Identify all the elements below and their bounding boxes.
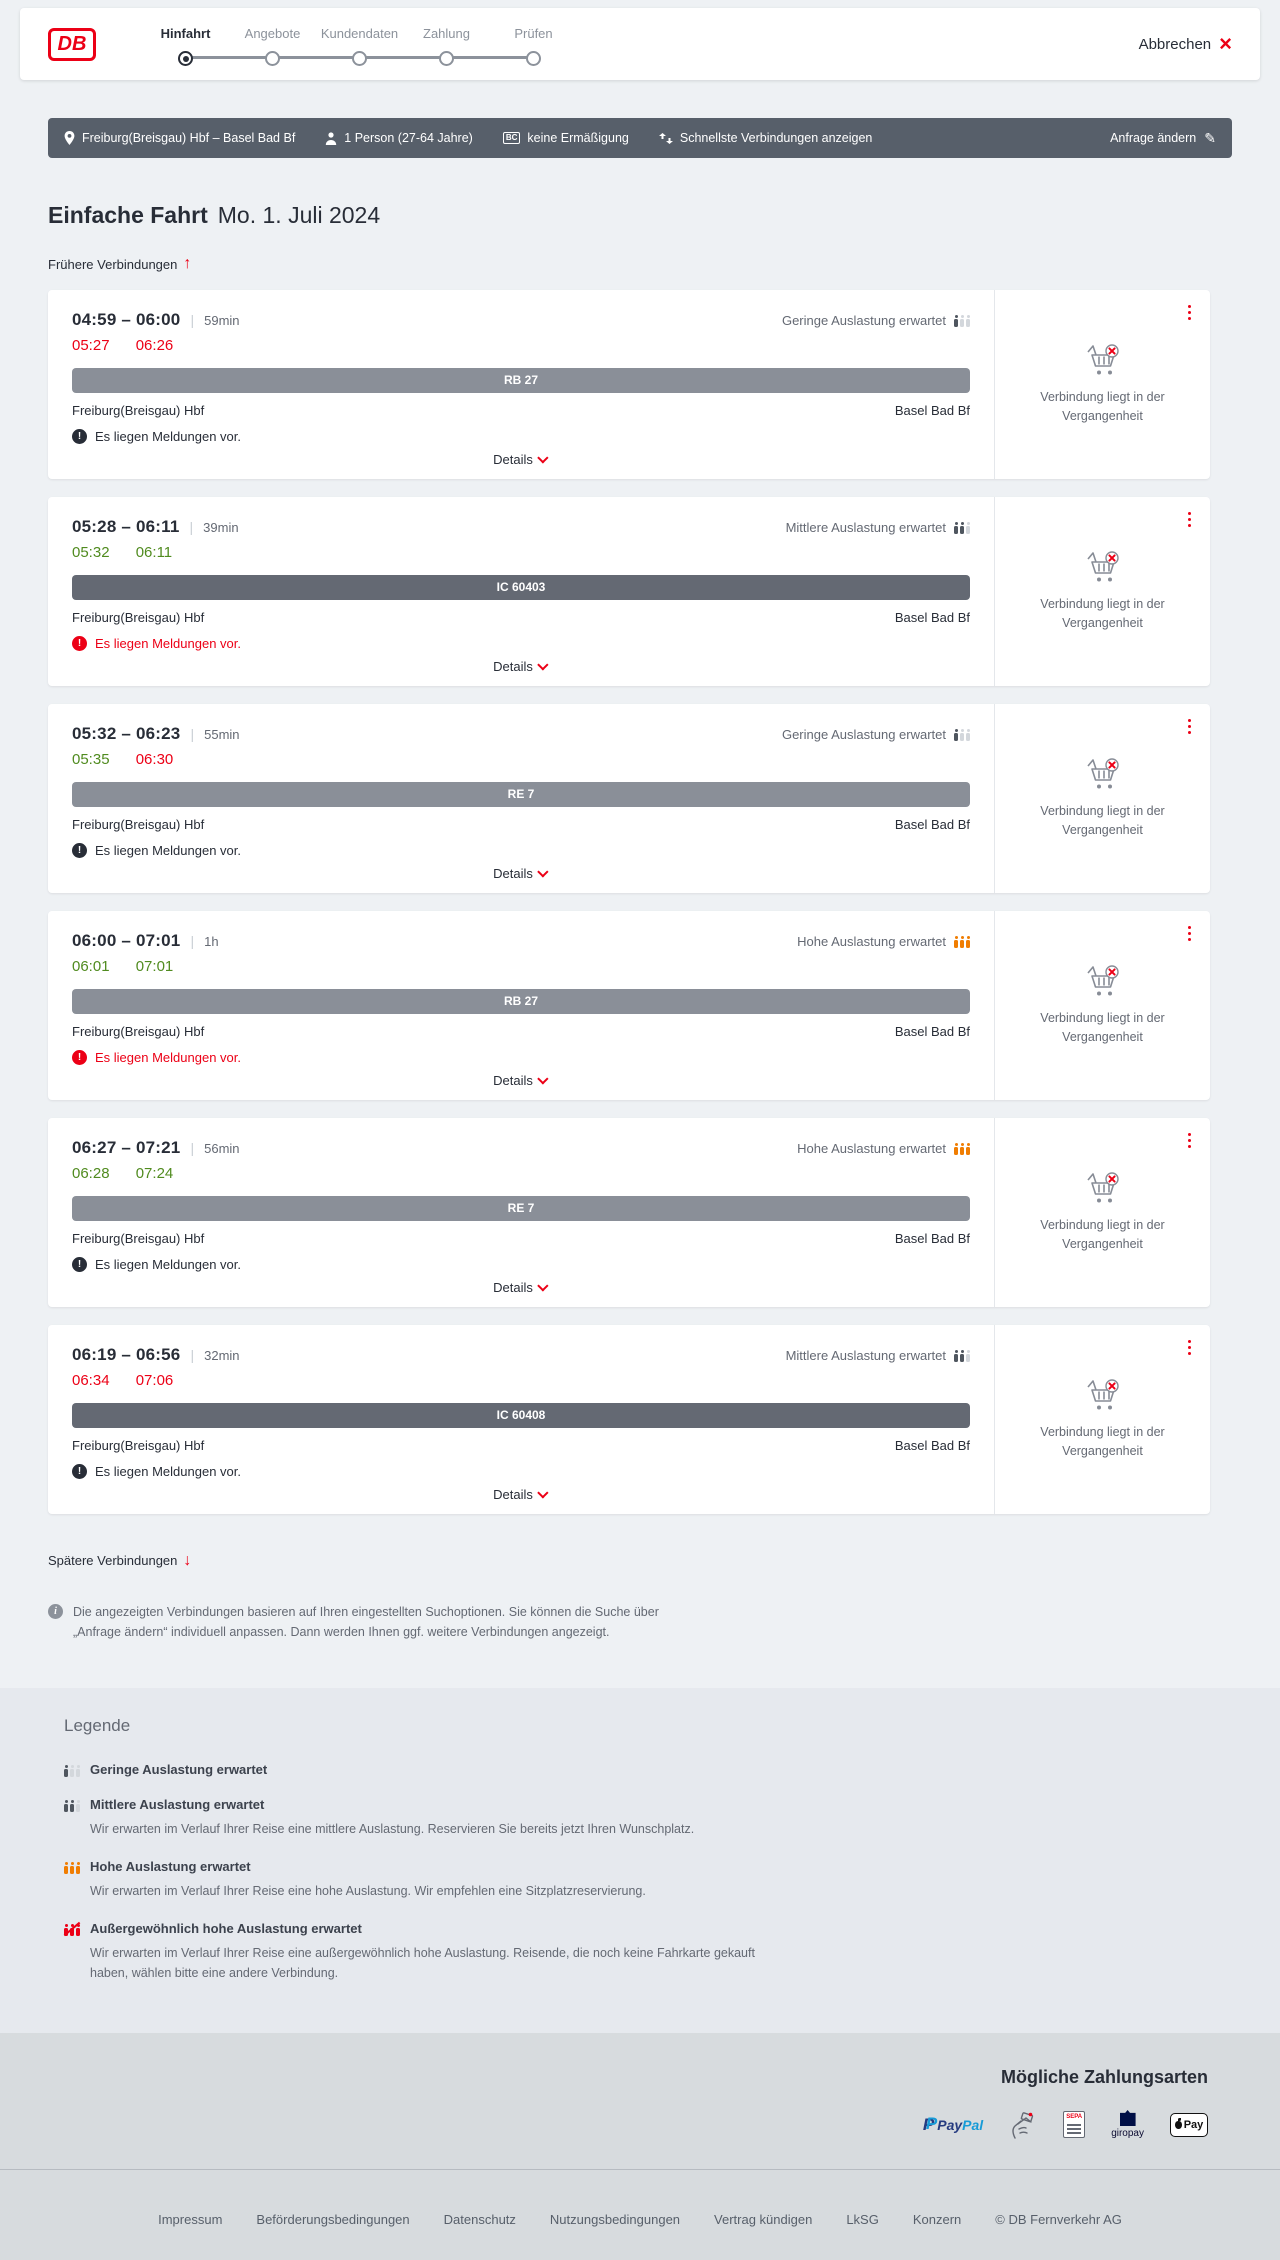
details-button[interactable] bbox=[72, 1073, 970, 1088]
cart-unavailable-icon bbox=[1083, 549, 1123, 585]
connection-card-side bbox=[994, 497, 1210, 686]
legend-section bbox=[0, 1688, 1280, 2033]
footer-link[interactable]: Datenschutz bbox=[443, 2212, 516, 2227]
connection-card-side bbox=[994, 911, 1210, 1100]
realtime-arrival: 07:01 bbox=[135, 957, 174, 975]
connection-duration: 32min bbox=[204, 1347, 240, 1363]
details-label: Details bbox=[493, 1279, 533, 1295]
connection-card[interactable] bbox=[48, 290, 1210, 479]
connection-duration: 56min bbox=[204, 1140, 240, 1156]
connection-duration: 59min bbox=[204, 312, 240, 328]
train-line-bar bbox=[72, 1403, 970, 1428]
stepper-step-dot bbox=[439, 51, 454, 66]
departure-station: Freiburg(Breisgau) Hbf bbox=[72, 402, 205, 418]
details-label: Details bbox=[493, 1072, 533, 1088]
realtime-departure: 05:27 bbox=[72, 336, 110, 354]
past-connection-note: Verbindung liegt in der Vergangenheit bbox=[1040, 804, 1165, 837]
details-label: Details bbox=[493, 865, 533, 881]
chevron-down-icon bbox=[537, 1487, 548, 1498]
departure-station: Freiburg(Breisgau) Hbf bbox=[72, 816, 205, 832]
location-pin-icon bbox=[64, 131, 75, 145]
train-line-bar bbox=[72, 782, 970, 807]
chevron-down-icon bbox=[537, 1280, 548, 1291]
footer-link[interactable]: Impressum bbox=[158, 2212, 223, 2227]
footer-links bbox=[0, 2212, 1280, 2227]
realtime-row bbox=[72, 1165, 970, 1182]
legend-item bbox=[64, 1797, 1232, 1839]
legend-description: Wir erwarten im Verlauf Ihrer Reise eine außergewöhnlich hohe Auslastung. Reisende, die noch keine Fahrkarte gekauft haben, wählen bitte eine andere Verbindung. bbox=[90, 1946, 755, 1980]
results-section bbox=[48, 158, 1232, 1688]
connection-duration: 55min bbox=[204, 726, 240, 742]
payment-methods bbox=[48, 2110, 1208, 2139]
cancel-button[interactable] bbox=[1139, 33, 1232, 55]
giropay-label: giropay bbox=[1111, 2128, 1144, 2139]
arrival-station: Basel Bad Bf bbox=[894, 816, 970, 832]
info-icon: i bbox=[48, 1604, 63, 1619]
legend-description: Wir erwarten im Verlauf Ihrer Reise eine hohe Auslastung. Wir empfehlen eine Sitzplatzreservierung. bbox=[90, 1884, 646, 1898]
realtime-arrival: 06:11 bbox=[135, 543, 173, 561]
times-separator: | bbox=[190, 1139, 195, 1156]
realtime-departure: 06:28 bbox=[72, 1164, 110, 1182]
connection-card[interactable] bbox=[48, 704, 1210, 893]
realtime-arrival: 07:24 bbox=[135, 1164, 174, 1182]
occupancy-label: Geringe Auslastung erwartet bbox=[781, 312, 946, 328]
times-separator: | bbox=[190, 725, 195, 742]
info-note-text: Die angezeigten Verbindungen basieren auf Ihren eingestellten Suchoptionen. Sie können die Suche über „Anfrage ändern“ individuell anpassen. Dann werden Ihnen ggf. weitere Verbindungen angezeigt. bbox=[73, 1605, 659, 1639]
chevron-down-icon bbox=[537, 1073, 548, 1084]
details-button[interactable] bbox=[72, 1487, 970, 1502]
train-line-bar bbox=[72, 575, 970, 600]
connection-card-main bbox=[48, 290, 994, 479]
past-connection-note: Verbindung liegt in der Vergangenheit bbox=[1040, 1425, 1165, 1458]
connection-card-main bbox=[48, 1325, 994, 1514]
connection-card[interactable] bbox=[48, 497, 1210, 686]
discount-text: keine Ermäßigung bbox=[527, 131, 629, 145]
checkout-header bbox=[20, 8, 1260, 80]
stepper-step-label: Angebote bbox=[244, 26, 301, 41]
connection-message bbox=[72, 429, 970, 444]
edit-request-button[interactable] bbox=[1110, 130, 1216, 147]
connection-message bbox=[72, 1257, 970, 1272]
applepay-icon bbox=[1170, 2113, 1208, 2137]
legend-occupancy-icon bbox=[64, 1763, 80, 1777]
cancel-label: Abbrechen bbox=[1138, 35, 1212, 53]
legend-item bbox=[64, 1762, 1232, 1777]
connection-times: 05:28 – 06:11 bbox=[72, 516, 180, 536]
stepper-step-prüfen[interactable] bbox=[490, 26, 577, 66]
train-line-label: IC 60408 bbox=[496, 1408, 546, 1422]
cart-unavailable-icon bbox=[1083, 1377, 1123, 1413]
arrival-station: Basel Bad Bf bbox=[894, 1437, 970, 1453]
details-button[interactable] bbox=[72, 866, 970, 881]
kebab-menu-button[interactable] bbox=[1185, 509, 1195, 531]
occupancy-label: Hohe Auslastung erwartet bbox=[797, 933, 946, 949]
connection-card-main bbox=[48, 497, 994, 686]
connection-message-text: Es liegen Meldungen vor. bbox=[95, 1463, 241, 1479]
connection-card-side bbox=[994, 1118, 1210, 1307]
times-separator: | bbox=[190, 311, 195, 328]
stepper-step-dot bbox=[526, 51, 541, 66]
train-line-label: RE 7 bbox=[507, 787, 535, 801]
legend-label: Außergewöhnlich hohe Auslastung erwartet bbox=[90, 1921, 362, 1936]
stepper-step-label: Prüfen bbox=[514, 26, 553, 41]
payment-section bbox=[0, 2033, 1280, 2169]
occupancy-icon bbox=[954, 1348, 970, 1362]
cart-unavailable-icon bbox=[1083, 342, 1123, 378]
connection-message bbox=[72, 1050, 970, 1065]
realtime-departure: 05:35 bbox=[72, 750, 110, 768]
paypal-text-pal: Pal bbox=[962, 2116, 984, 2133]
route-text: Freiburg(Breisgau) Hbf – Basel Bad Bf bbox=[82, 131, 296, 145]
departure-station: Freiburg(Breisgau) Hbf bbox=[72, 1230, 205, 1246]
connection-message bbox=[72, 636, 970, 651]
stepper-step-dot bbox=[178, 51, 193, 66]
page-title bbox=[48, 202, 1232, 229]
kebab-menu-button[interactable] bbox=[1185, 1130, 1195, 1152]
stepper-step-label: Zahlung bbox=[423, 26, 470, 41]
discount-summary bbox=[503, 131, 629, 145]
connection-times: 05:32 – 06:23 bbox=[72, 723, 181, 743]
realtime-arrival: 06:30 bbox=[135, 750, 174, 768]
times-separator: | bbox=[189, 518, 194, 535]
giropay-glyph bbox=[1120, 2110, 1136, 2126]
legend-label: Mittlere Auslastung erwartet bbox=[90, 1797, 265, 1812]
passenger-summary bbox=[325, 131, 473, 145]
occupancy-label: Geringe Auslastung erwartet bbox=[781, 726, 946, 742]
kebab-menu-button[interactable] bbox=[1185, 302, 1195, 324]
realtime-arrival: 07:06 bbox=[135, 1371, 174, 1389]
kebab-menu-button[interactable] bbox=[1185, 716, 1195, 738]
kebab-menu-button[interactable] bbox=[1185, 1337, 1195, 1359]
paypal-mark-icon: P P bbox=[923, 2115, 934, 2135]
train-line-label: RB 27 bbox=[503, 373, 538, 387]
realtime-departure: 06:34 bbox=[72, 1371, 110, 1389]
paypal-logo bbox=[923, 2115, 983, 2135]
bahncard-icon: BC bbox=[503, 132, 521, 144]
realtime-row bbox=[72, 337, 970, 354]
realtime-departure: 05:32 bbox=[72, 543, 110, 561]
stepper-step-kundendaten[interactable] bbox=[316, 26, 403, 66]
paypal-text-pay: Pay bbox=[937, 2116, 963, 2133]
footer-link[interactable]: Beförderungsbedingungen bbox=[256, 2212, 410, 2227]
copyright: © DB Fernverkehr AG bbox=[995, 2212, 1122, 2227]
stepper-step-label: Kundendaten bbox=[320, 26, 399, 41]
earlier-connections-label: Frühere Verbindungen bbox=[48, 256, 178, 272]
train-line-label: RE 7 bbox=[507, 1201, 535, 1215]
footer-link[interactable]: Nutzungsbedingungen bbox=[549, 2212, 681, 2227]
connection-card-side bbox=[994, 1325, 1210, 1514]
pencil-icon: ✎ bbox=[1204, 129, 1216, 146]
apple-glyph bbox=[1175, 2121, 1182, 2129]
train-line-label: RB 27 bbox=[503, 994, 538, 1008]
connection-card-side bbox=[994, 290, 1210, 479]
realtime-arrival: 06:26 bbox=[135, 336, 174, 354]
legend-occupancy-icon bbox=[64, 1860, 80, 1874]
occupancy-icon bbox=[954, 313, 970, 327]
arrow-down-icon: ↓ bbox=[183, 1551, 192, 1569]
stepper-step-zahlung[interactable] bbox=[403, 26, 490, 66]
sort-text: Schnellste Verbindungen anzeigen bbox=[679, 131, 873, 145]
connection-times: 06:00 – 07:01 bbox=[72, 930, 181, 950]
connection-card[interactable] bbox=[48, 911, 1210, 1100]
past-connection-note: Verbindung liegt in der Vergangenheit bbox=[1040, 1218, 1165, 1251]
details-button[interactable] bbox=[72, 452, 970, 467]
legend-item bbox=[64, 1921, 1232, 1983]
alert-icon: ! bbox=[72, 429, 87, 444]
stepper-step-hinfahrt[interactable] bbox=[142, 26, 229, 66]
connection-card[interactable] bbox=[48, 1118, 1210, 1307]
applepay-label: Pay bbox=[1183, 2118, 1204, 2131]
departure-station: Freiburg(Breisgau) Hbf bbox=[72, 1437, 205, 1453]
train-line-bar bbox=[72, 1196, 970, 1221]
stepper-step-angebote[interactable] bbox=[229, 26, 316, 66]
arrival-station: Basel Bad Bf bbox=[894, 609, 970, 625]
occupancy-icon bbox=[954, 934, 970, 948]
legend-occupancy-icon bbox=[64, 1922, 80, 1936]
footer-link[interactable]: Konzern bbox=[912, 2212, 962, 2227]
cart-unavailable-icon bbox=[1083, 1170, 1123, 1206]
later-connections-label: Spätere Verbindungen bbox=[48, 1553, 178, 1568]
occupancy-icon bbox=[954, 727, 970, 741]
giropay-icon bbox=[1111, 2110, 1144, 2139]
later-connections-link[interactable] bbox=[48, 1552, 191, 1570]
chevron-down-icon bbox=[537, 866, 548, 877]
legend-description: Wir erwarten im Verlauf Ihrer Reise eine mittlere Auslastung. Reservieren Sie bereits jetzt Ihren Wunschplatz. bbox=[90, 1822, 695, 1836]
occupancy-icon bbox=[954, 520, 970, 534]
departure-station: Freiburg(Breisgau) Hbf bbox=[72, 1023, 205, 1039]
alert-icon: ! bbox=[72, 1257, 87, 1272]
arrival-station: Basel Bad Bf bbox=[894, 402, 970, 418]
connection-list bbox=[48, 290, 1232, 1514]
connection-message-text: Es liegen Meldungen vor. bbox=[95, 635, 241, 651]
legend-occupancy-icon bbox=[64, 1798, 80, 1812]
details-label: Details bbox=[493, 658, 533, 674]
realtime-row bbox=[72, 1372, 970, 1389]
stepper-step-label: Hinfahrt bbox=[160, 26, 211, 41]
train-line-bar bbox=[72, 989, 970, 1014]
sort-summary[interactable] bbox=[659, 131, 873, 145]
details-label: Details bbox=[493, 1486, 533, 1502]
trip-type: Einfache Fahrt bbox=[48, 202, 208, 228]
alert-icon: ! bbox=[72, 636, 87, 651]
connection-message-text: Es liegen Meldungen vor. bbox=[95, 428, 241, 444]
realtime-departure: 06:01 bbox=[72, 957, 110, 975]
connection-card-main bbox=[48, 911, 994, 1100]
legend-title: Legende bbox=[64, 1716, 131, 1735]
connection-times: 04:59 – 06:00 bbox=[72, 309, 181, 329]
earlier-connections-link[interactable] bbox=[48, 255, 191, 273]
creditcard-hand-icon bbox=[1009, 2111, 1037, 2139]
footer bbox=[0, 2169, 1280, 2260]
cart-unavailable-icon bbox=[1083, 756, 1123, 792]
connection-message-text: Es liegen Meldungen vor. bbox=[95, 1049, 241, 1065]
legend-item bbox=[64, 1859, 1232, 1901]
past-connection-note: Verbindung liegt in der Vergangenheit bbox=[1040, 597, 1165, 630]
passenger-text: 1 Person (27-64 Jahre) bbox=[344, 131, 473, 145]
legend-label: Hohe Auslastung erwartet bbox=[90, 1859, 251, 1874]
departure-station: Freiburg(Breisgau) Hbf bbox=[72, 609, 205, 625]
past-connection-note: Verbindung liegt in der Vergangenheit bbox=[1040, 1011, 1165, 1044]
details-button[interactable] bbox=[72, 659, 970, 674]
search-summary-bar bbox=[48, 118, 1232, 158]
footer-link[interactable]: Vertrag kündigen bbox=[714, 2212, 813, 2227]
chevron-down-icon bbox=[537, 452, 548, 463]
sepa-lastschrift-icon: SEPA bbox=[1063, 2111, 1085, 2138]
connection-message-text: Es liegen Meldungen vor. bbox=[95, 1256, 241, 1272]
details-label: Details bbox=[493, 451, 533, 467]
connection-duration: 1h bbox=[204, 933, 219, 949]
occupancy-icon bbox=[954, 1141, 970, 1155]
connection-message bbox=[72, 843, 970, 858]
connection-card[interactable] bbox=[48, 1325, 1210, 1514]
alert-icon: ! bbox=[72, 843, 87, 858]
arrival-station: Basel Bad Bf bbox=[894, 1230, 970, 1246]
past-connection-note: Verbindung liegt in der Vergangenheit bbox=[1040, 390, 1165, 423]
cart-unavailable-icon bbox=[1083, 963, 1123, 999]
occupancy-label: Mittlere Auslastung erwartet bbox=[785, 519, 946, 535]
realtime-row bbox=[72, 751, 970, 768]
connection-card-side bbox=[994, 704, 1210, 893]
edit-request-label: Anfrage ändern bbox=[1110, 131, 1197, 145]
connection-card-main bbox=[48, 704, 994, 893]
stepper-step-dot bbox=[265, 51, 280, 66]
arrival-station: Basel Bad Bf bbox=[894, 1023, 970, 1039]
route-summary bbox=[64, 131, 295, 145]
connection-times: 06:19 – 06:56 bbox=[72, 1344, 181, 1364]
train-line-label: IC 60403 bbox=[496, 580, 546, 594]
kebab-menu-button[interactable] bbox=[1185, 923, 1195, 945]
chevron-down-icon bbox=[537, 659, 548, 670]
connection-message-text: Es liegen Meldungen vor. bbox=[95, 842, 241, 858]
details-button[interactable] bbox=[72, 1280, 970, 1295]
legend-list bbox=[64, 1762, 1232, 1983]
connection-times: 06:27 – 07:21 bbox=[72, 1137, 181, 1157]
payment-title: Mögliche Zahlungsarten bbox=[1000, 2067, 1208, 2087]
times-separator: | bbox=[190, 932, 195, 949]
train-line-bar bbox=[72, 368, 970, 393]
connection-duration: 39min bbox=[203, 519, 239, 535]
connection-message bbox=[72, 1464, 970, 1479]
arrow-up-icon: ↑ bbox=[183, 255, 192, 272]
travel-date: Mo. 1. Juli 2024 bbox=[217, 202, 381, 228]
times-separator: | bbox=[190, 1346, 195, 1363]
sort-arrows-icon bbox=[659, 133, 673, 144]
footer-link[interactable]: LkSG bbox=[846, 2212, 879, 2227]
occupancy-label: Mittlere Auslastung erwartet bbox=[785, 1347, 946, 1363]
occupancy-label: Hohe Auslastung erwartet bbox=[797, 1140, 946, 1156]
close-icon: × bbox=[1219, 31, 1232, 56]
legend-label: Geringe Auslastung erwartet bbox=[90, 1762, 268, 1777]
stepper-step-dot bbox=[352, 51, 367, 66]
realtime-row bbox=[72, 544, 970, 561]
alert-icon: ! bbox=[72, 1050, 87, 1065]
alert-icon: ! bbox=[72, 1464, 87, 1479]
person-icon bbox=[325, 132, 337, 145]
db-logo: DB bbox=[48, 28, 96, 61]
connection-card-main bbox=[48, 1118, 994, 1307]
realtime-row bbox=[72, 958, 970, 975]
search-info-note bbox=[48, 1602, 698, 1688]
checkout-stepper bbox=[142, 22, 577, 66]
